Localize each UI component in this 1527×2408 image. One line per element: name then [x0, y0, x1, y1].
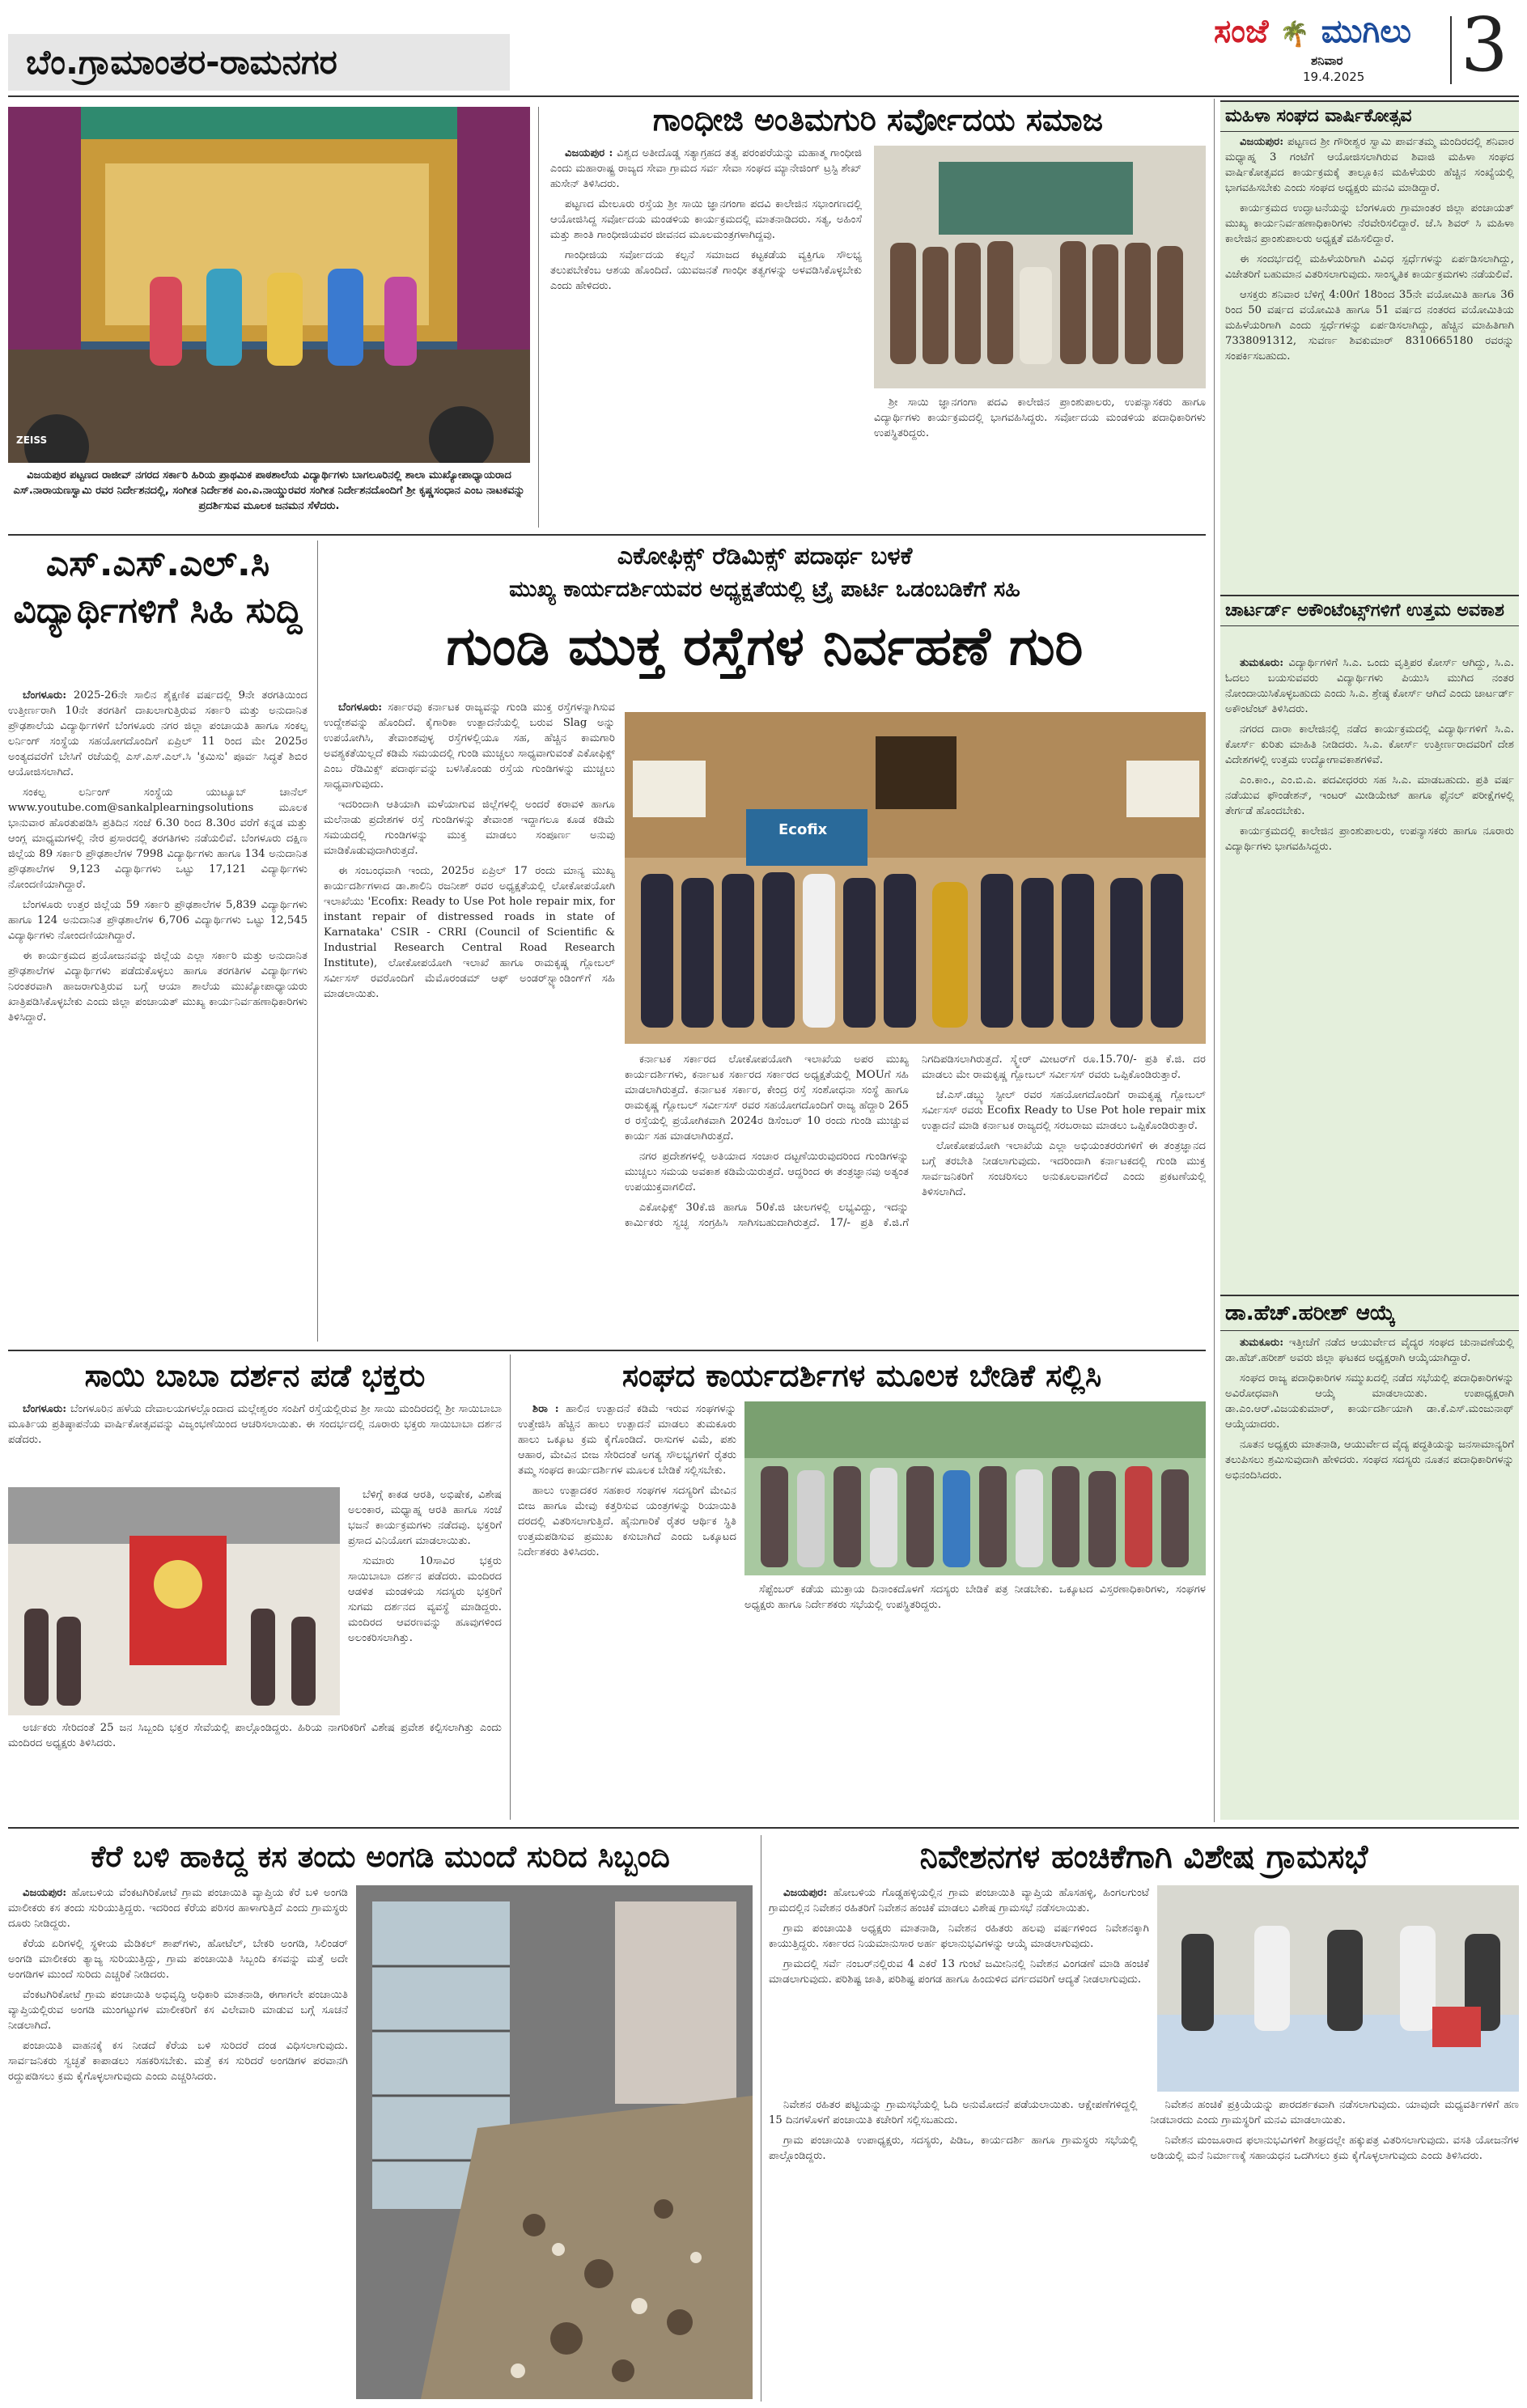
rule-bottom: [8, 1827, 1519, 1829]
header-rule: [8, 95, 1519, 97]
niveshana-body-bottom: [769, 2097, 1519, 2403]
mahila-para-3: ಈ ಸಂದರ್ಭದಲ್ಲಿ ಮಹಿಳೆಯರಿಗಾಗಿ ವಿವಿಧ ಸ್ಪರ್ಧೆಗಳನ್ನು ಏರ್ಪಡಿಸಲಾಗಿದ್ದು, ವಿಜೇತರಿಗೆ ಬಹುಮಾನ ವಿತರಿಸಲಾಗುವುದು. ಸಾಂಸ್ಕೃತಿಕ ಕಾರ್ಯಕ್ರಮಗಳು ನಡೆಯಲಿವೆ.: [1225, 253, 1514, 281]
sangha-headline: ಸಂಘದ ಕಾರ್ಯದರ್ಶಿಗಳ ಮೂಲಕ ಬೇಡಿಕೆ ಸಲ್ಲಿಸಿ: [621, 1358, 1102, 1393]
issue-date: 19.4.2025: [1303, 70, 1365, 84]
sslc-para-4: ಈ ಕಾರ್ಯಕ್ರಮದ ಪ್ರಯೋಜನವನ್ನು ಜಿಲ್ಲೆಯ ಎಲ್ಲಾ ಸರ್ಕಾರಿ ಮತ್ತು ಅನುದಾನಿತ ಪ್ರೌಢಶಾಲೆಗಳ ವಿದ್ಯಾರ್ಥಿಗಳು ಪಡೆದುಕೊಳ್ಳಲು ಹಾಗೂ ತರಗತಿಗಳ ವಿದ್ಯಾರ್ಥಿಗಳು ನಿರಂತರವಾಗಿ ಹಾಜರಾಗುತ್ತಿರುವ ಬಗ್ಗೆ ಆಯಾ ಶಾಲೆಯ ಮುಖ್ಯೋಪಾಧ್ಯಾಯರು ಖಾತ್ರಿಪಡಿಸಿಕೊಳ್ಳಬೇಕು ಎಂದು ಜಿಲ್ಲಾ ಪಂಚಾಯತ್ ಮುಖ್ಯ ಕಾರ್ಯನಿರ್ವಹಣಾಧಿಕಾರಿಗಳು ತಿಳಿಸಿದ್ದಾರೆ.: [8, 950, 308, 1024]
saibaba-para-2: ಬೆಳಿಗ್ಗೆ ಕಾಕಡ ಆರತಿ, ಅಭಿಷೇಕ, ವಿಶೇಷ ಅಲಂಕಾರ, ಮಧ್ಯಾಹ್ನ ಆರತಿ ಹಾಗೂ ಸಂಜೆ ಭಜನೆ ಕಾರ್ಯಕ್ರಮಗಳು ನಡೆದವು. ಭಕ್ತರಿಗೆ ಪ್ರಸಾದ ವಿನಿಯೋಗ ಮಾಡಲಾಯಿತು.: [348, 1489, 502, 1547]
sangha-para-3: ಸೆಪ್ಟೆಂಬರ್ ಕಡೆಯ ಮುಕ್ತಾಯ ದಿನಾಂಕದೊಳಗೆ ಸದಸ್ಯರು ಬೇಡಿಕೆ ಪತ್ರ ನೀಡಬೇಕು. ಒಕ್ಕೂಟದ ವಿಸ್ತರಣಾಧಿಕಾರಿಗಳು, ಸಂಘಗಳ ಅಧ್ಯಕ್ಷರು ಹಾಗೂ ನಿರ್ದೇಶಕರು ಸಭೆಯಲ್ಲಿ ಉಪಸ್ಥಿತರಿದ್ದರು.: [744, 1583, 1206, 1611]
mahila-para-1: ಪಟ್ಟಣದ ಶ್ರೀ ಗೌರೀಶ್ವರ ಸ್ವಾಮಿ ಪಾರ್ವತಮ್ಮ ಮಂದಿರದಲ್ಲಿ ಶನಿವಾರ ಮಧ್ಯಾಹ್ನ 3 ಗಂಟೆಗೆ ಆಯೋಜಿಸಲಾಗಿರುವ ಶಿವಾಜಿ ಮಹಿಳಾ ಸಂಘದ ವಾರ್ಷಿಕೋತ್ಸವದ ಕಾರ್ಯಕ್ರಮಕ್ಕೆ ತಾಲ್ಲೂಕಿನ ಮಹಿಳೆಯರು ಹೆಚ್ಚಿನ ಸಂಖ್ಯೆಯಲ್ಲಿ ಭಾಗವಹಿಸಬೇಕು ಎಂದು ಸಂಘದ ಅಧ್ಯಕ್ಷರು ಮನವಿ ಮಾಡಿದ್ದಾರೆ.: [1225, 136, 1514, 194]
roads-dateline: ಬೆಂಗಳೂರು:: [338, 702, 383, 714]
chartered-para-4: ಕಾರ್ಯಕ್ರಮದಲ್ಲಿ ಕಾಲೇಜಿನ ಪ್ರಾಂಶುಪಾಲರು, ಉಪನ್ಯಾಸಕರು ಹಾಗೂ ನೂರಾರು ವಿದ್ಯಾರ್ಥಿಗಳು ಭಾಗವಹಿಸಿದ್ದರು.: [1225, 825, 1514, 853]
roads-kicker-2: ಮುಖ್ಯ ಕಾರ್ಯದರ್ಶಿಯವರ ಅಧ್ಯಕ್ಷತೆಯಲ್ಲಿ ಟ್ರೈ ಪಾರ್ಟಿ ಒಡಂಬಡಿಕೆಗೆ ಸಹಿ: [509, 577, 1020, 602]
col-divider-3: [317, 541, 318, 1342]
niveshana-para-2: ಗ್ರಾಮ ಪಂಚಾಯಿತಿ ಅಧ್ಯಕ್ಷರು ಮಾತನಾಡಿ, ನಿವೇಶನ ರಹಿತರು ಹಲವು ವರ್ಷಗಳಿಂದ ನಿವೇಶನಕ್ಕಾಗಿ ಕಾಯುತ್ತಿದ್ದರು. ಸರ್ಕಾರದ ನಿಯಮಾನುಸಾರ ಅರ್ಹ ಫಲಾನುಭವಿಗಳನ್ನು ಆಯ್ಕೆ ಮಾಡಲಾಗುವುದು.: [769, 1923, 1149, 1950]
paper-name-part-1: ಸಂಜೆ: [1214, 13, 1269, 50]
saibaba-body-right: [348, 1487, 502, 1715]
roads-mou-illustration: [625, 712, 1206, 1044]
chartered-dateline: ತುಮಕೂರು:: [1240, 657, 1284, 669]
masthead: [1214, 11, 1449, 84]
roads-para-8: ಲೋಕೋಪಯೋಗಿ ಇಲಾಖೆಯ ಎಲ್ಲಾ ಅಭಿಯಂತರರುಗಳಿಗೆ ಈ ತಂತ್ರಜ್ಞಾನದ ಬಗ್ಗೆ ತರಬೇತಿ ನೀಡಲಾಗುವುದು. ಇದರಿಂದಾಗಿ ಕರ್ನಾಟಕದಲ್ಲಿ ಗುಂಡಿ ಮುಕ್ತ ಸಾರ್ವಜನಿಕರಿಗೆ ಸಂಚರಿಸಲು ಅನುಕೂಲವಾಗಲಿದೆ ಎಂದು ಪ್ರಕಟಣೆಯಲ್ಲಿ ತಿಳಿಸಲಾಗಿದೆ.: [922, 1140, 1206, 1198]
gandhi-body-right: [874, 395, 1206, 526]
roads-body-left: [324, 700, 615, 1343]
saibaba-para-1: ಬೆಂಗಳೂರಿನ ಹಳೆಯ ದೇವಾಲಯಗಳಲ್ಲೊಂದಾದ ಮಲ್ಲೇಶ್ವರಂ ಸಂಪಿಗೆ ರಸ್ತೆಯಲ್ಲಿರುವ ಶ್ರೀ ಸಾಯಿ ಮಂದಿರದಲ್ಲಿ ಶ್ರೀ ಸಾಯಿಬಾಬಾ ಮೂರ್ತಿಯ ಪ್ರತಿಷ್ಠಾಪನೆಯ ವಾರ್ಷಿಕೋತ್ಸವವನ್ನು ವಿಜೃಂಭಣೆಯಿಂದ ಆಚರಿಸಲಾಯಿತು. ಈ ಸಂದರ್ಭದಲ್ಲಿ ನೂರಾರು ಭಕ್ತರು ಸಾಯಿಬಾಬಾ ದರ್ಶನ ಪಡೆದರು.: [8, 1403, 502, 1446]
harish-dateline: ತುಮಕೂರು:: [1240, 1337, 1284, 1349]
harish-para-1: ಇತ್ತೀಚೆಗೆ ನಡೆದ ಆಯುರ್ವೇದ ವೈದ್ಯರ ಸಂಘದ ಚುನಾವಣೆಯಲ್ಲಿ ಡಾ.ಹೆಚ್.ಹರೀಶ್ ಅವರು ಜಿಲ್ಲಾ ಘಟಕದ ಅಧ್ಯಕ್ಷರಾಗಿ ಆಯ್ಕೆಯಾಗಿದ್ದಾರೆ.: [1225, 1337, 1514, 1364]
harish-para-2: ಸಂಘದ ರಾಜ್ಯ ಪದಾಧಿಕಾರಿಗಳ ಸಮ್ಮುಖದಲ್ಲಿ ನಡೆದ ಸಭೆಯಲ್ಲಿ ಪದಾಧಿಕಾರಿಗಳನ್ನು ಅವಿರೋಧವಾಗಿ ಆಯ್ಕೆ ಮಾಡಲಾಯಿತು. ಉಪಾಧ್ಯಕ್ಷರಾಗಿ ಡಾ.ಎಂ.ಆರ್.ವಿಜಯಕುಮಾರ್, ಕಾರ್ಯದರ್ಶಿಯಾಗಿ ಡಾ.ಕೆ.ಎಸ್.ಮಂಜುನಾಥ್ ಆಯ್ಕೆಯಾದರು.: [1225, 1372, 1514, 1431]
sslc-para-1: 2025-26ನೇ ಸಾಲಿನ ಶೈಕ್ಷಣಿಕ ವರ್ಷದಲ್ಲಿ 9ನೇ ತರಗತಿಯಿಂದ ಉತ್ತೀರ್ಣರಾಗಿ 10ನೇ ತರಗತಿಗೆ ದಾಖಲಾಗುತ್ತಿರುವ ಸರ್ಕಾರಿ ಮತ್ತು ಅನುದಾನಿತ ಪ್ರೌಢಶಾಲೆಯ ವಿದ್ಯಾರ್ಥಿಗಳಿಗೆ ಬೆಂಗಳೂರು ನಗರ ಜಿಲ್ಲಾ ಪಂಚಾಯತಿ ಹಾಗೂ ಸಂಕಲ್ಪ ಲರ್ನಿಂಗ್ ಸಂಸ್ಥೆಯ ಸಹಯೋಗದೊಂದಿಗೆ ಏಪ್ರಿಲ್ 11 ರಿಂದ ಮೇ 2025ರ ಅಂತ್ಯದವರೆಗೆ ಬೇಸಿಗೆ ರಜೆಯಲ್ಲಿ ಎಸ್.ಎಸ್.ಎಲ್.ಸಿ 'ಕ್ರಮಿಸು' ಪೂರ್ವ ಸಿದ್ಧತೆ ಶಿಬಿರ ಆಯೋಜಿಸಲಾಗಿದೆ.: [8, 689, 308, 778]
niveshana-meeting-photo: [1157, 1885, 1519, 2092]
gandhi-para-2: ಪಟ್ಟಣದ ಮೇಲೂರು ರಸ್ತೆಯ ಶ್ರೀ ಸಾಯಿ ಜ್ಞಾನಗಂಗಾ ಪದವಿ ಕಾಲೇಜಿನ ಸಭಾಂಗಣದಲ್ಲಿ ಆಯೋಜಿಸಿದ್ದ ಸರ್ವೋದಯ ಮಂಡಳಿಯ ಕಾರ್ಯಕ್ರಮದಲ್ಲಿ ಮಾತನಾಡಿದರು. ಸತ್ಯ, ಅಹಿಂಸೆ ಮತ್ತು ಶಾಂತಿ ಗಾಂಧೀಜಿಯವರ ಜೀವನದ ಮೂಲಮಂತ್ರಗಳಾಗಿದ್ದವು.: [550, 198, 862, 241]
chartered-body: [1225, 655, 1514, 1287]
kere-body: [8, 1885, 348, 2403]
mahila-title: ಮಹಿಳಾ ಸಂಘದ ವಾರ್ಷಿಕೋತ್ಸವ: [1220, 100, 1519, 132]
saibaba-body-bottom: [8, 1720, 502, 1817]
sslc-dateline: ಬೆಂಗಳೂರು:: [23, 689, 67, 702]
kere-headline: ಕೆರೆ ಬಳಿ ಹಾಕಿದ್ದ ಕಸ ತಂದು ಅಂಗಡಿ ಮುಂದೆ ಸುರಿದ ಸಿಬ್ಬಂದಿ: [91, 1839, 670, 1874]
mahila-dateline: ವಿಜಯಪುರ:: [1240, 136, 1284, 148]
drama-stage-illustration: [8, 107, 530, 463]
roads-para-6: ಎಕೋಫಿಕ್ಸ್ 30ಕೆ.ಜಿ ಹಾಗೂ 50ಕೆ.ಜಿ ಚೀಲಗಳಲ್ಲಿ ಲಭ್ಯವಿದ್ದು, ಇದನ್ನು ಕಾರ್ಮಿಕರು ಸ್ವಚ್ಛ ಸಂಗ್ರಹಿಸಿ ಸಾಗಿಸಬಹುದಾಗಿರುತ್ತದೆ. 17/- ಪ್ರತಿ ಕೆ.ಜಿ.ಗೆ ನಿಗದಿಪಡಿಸಲಾಗಿರುತ್ತದೆ. ಸ್ಕ್ವೇರ್ ಮೀಟರ್‌ಗೆ ರೂ.15.70/- ಪ್ರತಿ ಕೆ.ಜಿ. ದರ ಮಾಡಲು ಮೇ ರಾಮಕೃಷ್ಣ ಗ್ಲೋಬಲ್ ಸರ್ವೀಸಸ್ ರವರು ಒಪ್ಪಿಕೊಂಡಿರುತ್ತಾರೆ.: [625, 1054, 1206, 1229]
niveshana-meeting-illustration: [1157, 1885, 1519, 2092]
roads-para-1: ಸರ್ಕಾರವು ಕರ್ನಾಟಕ ರಾಜ್ಯವನ್ನು ಗುಂಡಿ ಮುಕ್ತ ರಸ್ತೆಗಳನ್ನಾಗಿಸುವ ಉದ್ದೇಶವನ್ನು ಹೊಂದಿದೆ. ಕೈಗಾರಿಕಾ ಉತ್ಪಾದನೆಯಲ್ಲಿ ಬರುವ Slag ಅನ್ನು ಉಪಯೋಗಿಸಿ, ತೇವಾಂಶವುಳ್ಳ ರಸ್ತೆಗಳಲ್ಲಿಯೂ ಸಹ, ಹೆಚ್ಚಿನ ಕಾಮಗಾರಿ ಅವಶ್ಯಕತೆಯಿಲ್ಲದೆ ಕಡಿಮೆ ಸಮಯದಲ್ಲಿ ಗುಂಡಿ ಮುಚ್ಚಲು ಸಾಧ್ಯವಾಗುವಂತೆ ಎಕೋಫಿಕ್ಸ್ ಎಂಬ ರೆಡಿಮಿಕ್ಸ್ ಪದಾರ್ಥವನ್ನು ಬಳಸಿಕೊಂಡು ರಸ್ತೆಯ ಗುಂಡಿಗಳನ್ನು ಮುಚ್ಚಲು ಸಾಧ್ಯವಾಗುವುದು.: [324, 702, 615, 791]
harish-para-3: ನೂತನ ಅಧ್ಯಕ್ಷರು ಮಾತನಾಡಿ, ಆಯುರ್ವೇದ ವೈದ್ಯ ಪದ್ಧತಿಯನ್ನು ಜನಸಾಮಾನ್ಯರಿಗೆ ತಲುಪಿಸಲು ಶ್ರಮಿಸುವುದಾಗಿ ಹೇಳಿದರು. ಸಂಘದ ಸದಸ್ಯರು ನೂತನ ಪದಾಧಿಕಾರಿಗಳನ್ನು ಅಭಿನಂದಿಸಿದರು.: [1225, 1439, 1514, 1482]
page-number-divider: [1450, 16, 1452, 84]
camera-watermark: ZEISS: [16, 435, 48, 446]
niveshana-dateline: ವಿಜಯಪುರ:: [783, 1887, 828, 1899]
gandhi-dateline: ವಿಜಯಪುರ :: [565, 147, 613, 159]
saibaba-headline: ಸಾಯಿ ಬಾಬಾ ದರ್ಶನ ಪಡೆ ಭಕ್ತರು: [84, 1358, 426, 1393]
chartered-para-2: ನಗರದ ದಾರಾ ಕಾಲೇಜಿನಲ್ಲಿ ನಡೆದ ಕಾರ್ಯಕ್ರಮದಲ್ಲಿ ವಿದ್ಯಾರ್ಥಿಗಳಿಗೆ ಸಿ.ಎ. ಕೋರ್ಸ್ ಕುರಿತು ಮಾಹಿತಿ ನೀಡಿದರು. ಸಿ.ಎ. ಕೋರ್ಸ್ ಉತ್ತೀರ್ಣರಾದವರಿಗೆ ದೇಶ ವಿದೇಶಗಳಲ್ಲಿ ಉತ್ತಮ ಉದ್ಯೋಗಾವಕಾಶಗಳಿವೆ.: [1225, 723, 1514, 766]
paper-name: [1214, 11, 1449, 52]
ecofix-banner-text: Ecofix: [778, 821, 828, 838]
drama-caption: ವಿಜಯಪುರ ಪಟ್ಟಣದ ರಾಜೀವ್ ನಗರದ ಸರ್ಕಾರಿ ಹಿರಿಯ ಪ್ರಾಥಮಿಕ ಪಾಠಶಾಲೆಯ ವಿದ್ಯಾರ್ಥಿಗಳು ಬಾಗಲೂರಿನಲ್ಲಿ ಶಾಲಾ ಮುಖ್ಯೋಪಾಧ್ಯಾಯರಾದ ಎಸ್.ನಾರಾಯಣಸ್ವಾಮಿ ರವರ ನಿರ್ದೇಶನದಲ್ಲಿ, ಸಂಗೀತ ನಿರ್ದೇಶಕ ಎಂ.ಎ.ನಾಯ್ಡುರವರ ಸಂಗೀತ ನಿರ್ದೇಶನದೊಂದಿಗೆ ಶ್ರೀ ಕೃಷ್ಣಸಂಧಾನ ಎಂಬ ನಾಟಕವನ್ನು ಪ್ರದರ್ಶಿಸುವ ಮೂಲಕ ಜನಮನ ಸೆಳೆದರು.: [13, 469, 525, 512]
drama-photo: [8, 107, 530, 463]
roads-para-4: ಕರ್ನಾಟಕ ಸರ್ಕಾರದ ಲೋಕೋಪಯೋಗಿ ಇಲಾಖೆಯ ಅಪರ ಮುಖ್ಯ ಕಾರ್ಯದರ್ಶಿಗಳು, ಕರ್ನಾಟಕ ಸರ್ಕಾರದ ಸರ್ಕಾರದ ಅಧ್ಯಕ್ಷತೆಯಲ್ಲಿ MOUಗೆ ಸಹಿ ಮಾಡಲಾಗಿರುತ್ತದೆ. ಕರ್ನಾಟಕ ಸರ್ಕಾರ, ಕೇಂದ್ರ ರಸ್ತೆ ಸಂಶೋಧನಾ ಸಂಸ್ಥೆ ಹಾಗೂ ರಾಮಕೃಷ್ಣ ಗ್ಲೋಬಲ್ ಸರ್ವೀಸಸ್ ರವರ ಸಹಯೋಗದೊಂದಿಗೆ ರಾಜ್ಯ ಹೆದ್ದಾರಿ 265 ರ ರಸ್ತೆಯಲ್ಲಿ ಪ್ರಯೋಗಿಕವಾಗಿ 2024ರ ಡಿಸೆಂಬರ್ 10 ರಂದು ಗುಂಡಿ ಮುಚ್ಚುವ ಕಾರ್ಯ ಸಹ ಮಾಡಲಾಗಿರುತ್ತದೆ.: [625, 1054, 909, 1143]
niveshana-body-top: [769, 1885, 1149, 2088]
roads-para-3: ಈ ಸಂಬಂಧವಾಗಿ ಇಂದು, 2025ರ ಏಪ್ರಿಲ್ 17 ರಂದು ಮಾನ್ಯ ಮುಖ್ಯ ಕಾರ್ಯದರ್ಶಿಗಳಾದ ಡಾ.ಶಾಲಿನಿ ರಜನೀಶ್ ರವರ ಅಧ್ಯಕ್ಷತೆಯಲ್ಲಿ ಲೋಕೋಪಯೋಗಿ ಇಲಾಖೆಯು 'Ecofix: Ready to Use Pot hole repair mix, for instant repair of distressed roads in state of Karnataka' CSIR - CRRI (Council of Scientific & Industrial Research Central Road Research Institute), ಲೋಕೋಪಯೋಗಿ ಇಲಾಖೆ ಹಾಗೂ ರಾಮಕೃಷ್ಣ ಗ್ಲೋಬಲ್ ಸರ್ವೀಸಸ್ ರವರೊಂದಿಗೆ ಮೆಮೊರಂಡಮ್ ಆಫ್ ಅಂಡರ್‌ಸ್ಟ್ಯಾಂಡಿಂಗ್‌ಗೆ ಸಹಿ ಮಾಡಲಾಯಿತು.: [324, 865, 615, 1000]
niveshana-para-7: ನಿವೇಶನ ಮಂಜೂರಾದ ಫಲಾನುಭವಿಗಳಿಗೆ ಶೀಘ್ರದಲ್ಲೇ ಹಕ್ಕುಪತ್ರ ವಿತರಿಸಲಾಗುವುದು. ವಸತಿ ಯೋಜನೆಗಳ ಅಡಿಯಲ್ಲಿ ಮನೆ ನಿರ್ಮಾಣಕ್ಕೆ ಸಹಾಯಧನ ಒದಗಿಸಲು ಕ್ರಮ ಕೈಗೊಳ್ಳಲಾಗುವುದು ಎಂದು ತಿಳಿಸಿದರು.: [1150, 2135, 1519, 2162]
saibaba-intro: [8, 1401, 502, 1482]
sangha-dateline: ಶಿರಾ :: [532, 1403, 559, 1415]
roads-kicker-1: ಎಕೋಫಿಕ್ಸ್ ರೆಡಿಮಿಕ್ಸ್ ಪದಾರ್ಥ ಬಳಕೆ: [617, 542, 913, 570]
gandhi-para-1: ವಿಶ್ವದ ಅತೀದೊಡ್ಡ ಸತ್ಯಾಗ್ರಹದ ತತ್ವ ಪರಂಪರೆಯನ್ನು ಮಹಾತ್ಮ ಗಾಂಧೀಜಿ ಎಂದು ಮಹಾರಾಷ್ಟ್ರ ರಾಜ್ಯದ ಸೇವಾ ಗ್ರಾಮದ ಸರ್ವ ಸೇವಾ ಸಂಘದ ಮ್ಯಾನೇಜಿಂಗ್ ಟ್ರಸ್ಟಿ ಶೇಖ್ ಹುಸೇನ್ ತಿಳಿಸಿದರು.: [550, 147, 862, 190]
palm-icon: 🌴: [1279, 20, 1310, 49]
sangha-body-left: [518, 1401, 736, 1818]
mahila-para-2: ಕಾರ್ಯಕ್ರಮದ ಉದ್ಘಾಟನೆಯನ್ನು ಬೆಂಗಳೂರು ಗ್ರಾಮಾಂತರ ಜಿಲ್ಲಾ ಪಂಚಾಯತ್ ಮುಖ್ಯ ಕಾರ್ಯನಿರ್ವಹಣಾಧಿಕಾರಿಗಳು ನೆರವೇರಿಸಲಿದ್ದಾರೆ. ಜೆ.ಸಿ ಶಿವರ್ ಸಿ ಮಹಿಳಾ ಕಾಲೇಜಿನ ಪ್ರಾಂಶುಪಾಲರು ಅಧ್ಯಕ್ಷತೆ ವಹಿಸಲಿದ್ದಾರೆ.: [1225, 202, 1514, 245]
niveshana-para-4: ನಿವೇಶನ ರಹಿತರ ಪಟ್ಟಿಯನ್ನು ಗ್ರಾಮಸಭೆಯಲ್ಲಿ ಓದಿ ಅನುಮೋದನೆ ಪಡೆಯಲಾಯಿತು. ಆಕ್ಷೇಪಣೆಗಳಿದ್ದಲ್ಲಿ 15 ದಿನಗಳೊಳಗೆ ಪಂಚಾಯಿತಿ ಕಚೇರಿಗೆ ಸಲ್ಲಿಸಬಹುದು.: [769, 2099, 1138, 2126]
gandhi-headline: ಗಾಂಧೀಜಿ ಅಂತಿಮಗುರಿ ಸರ್ವೋದಯ ಸಮಾಜ: [652, 102, 1104, 138]
sangha-para-1: ಹಾಲಿನ ಉತ್ಪಾದನೆ ಕಡಿಮೆ ಇರುವ ಸಂಘಗಳನ್ನು ಉತ್ತೇಜಿಸಿ ಹೆಚ್ಚಿನ ಹಾಲು ಉತ್ಪಾದನೆ ಮಾಡಲು ತುಮಕೂರು ಹಾಲು ಒಕ್ಕೂಟ ಕ್ರಮ ಕೈಗೊಂಡಿದೆ. ರಾಸುಗಳ ವಿಮೆ, ಪಶು ಆಹಾರ, ಮೇವಿನ ಬೀಜ ಸೇರಿದಂತೆ ಅಗತ್ಯ ಸೌಲಭ್ಯಗಳಿಗೆ ರೈತರು ತಮ್ಮ ಸಂಘದ ಕಾರ್ಯದರ್ಶಿಗಳ ಮೂಲಕ ಬೇಡಿಕೆ ಸಲ್ಲಿಸಬೇಕು.: [518, 1403, 736, 1477]
kere-para-4: ಪಂಚಾಯಿತಿ ವಾಹನಕ್ಕೆ ಕಸ ನೀಡದೆ ಕೆರೆಯ ಬಳಿ ಸುರಿದರೆ ದಂಡ ವಿಧಿಸಲಾಗುವುದು. ಸಾರ್ವಜನಿಕರು ಸ್ವಚ್ಛತೆ ಕಾಪಾಡಲು ಸಹಕರಿಸಬೇಕು. ಮತ್ತೆ ಕಸ ಸುರಿದರೆ ಅಂಗಡಿಗಳ ಪರವಾನಗಿ ರದ್ದುಪಡಿಸಲು ಕ್ರಮ ಕೈಗೊಳ್ಳಲಾಗುವುದು ಎಂದು ಎಚ್ಚರಿಸಿದರು.: [8, 2040, 348, 2083]
col-divider-1: [538, 107, 539, 528]
kere-para-3: ವೆಂಕಟಗಿರಿಕೋಟೆ ಗ್ರಾಮ ಪಂಚಾಯಿತಿ ಅಭಿವೃದ್ಧಿ ಅಧಿಕಾರಿ ಮಾತನಾಡಿ, ಈಗಾಗಲೇ ಪಂಚಾಯಿತಿ ವ್ಯಾಪ್ತಿಯಲ್ಲಿರುವ ಅಂಗಡಿ ಮುಂಗಟ್ಟುಗಳ ಮಾಲೀಕರಿಗೆ ಕಸ ವಿಲೇವಾರಿ ಮಾಡುವ ಬಗ್ಗೆ ಸೂಚನೆ ನೀಡಲಾಗಿದೆ.: [8, 1989, 348, 2032]
kere-para-1: ಹೋಬಳಿಯ ವೆಂಕಟಗಿರಿಕೋಟೆ ಗ್ರಾಮ ಪಂಚಾಯಿತಿ ವ್ಯಾಪ್ತಿಯ ಕೆರೆ ಬಳಿ ಅಂಗಡಿ ಮಾಲೀಕರು ಕಸ ತಂದು ಸುರಿಯುತ್ತಿದ್ದರು. ಇದರಿಂದ ಕೆರೆಯ ಪರಿಸರ ಹಾಳಾಗುತ್ತಿದೆ ಎಂದು ಗ್ರಾಮಸ್ಥರು ದೂರು ನೀಡಿದ್ದರು.: [8, 1887, 348, 1930]
paper-name-part-2: ಮುಗಿಲು: [1321, 13, 1411, 50]
sangha-para-2: ಹಾಲು ಉತ್ಪಾದಕರ ಸಹಕಾರ ಸಂಘಗಳ ಸದಸ್ಯರಿಗೆ ಮೇವಿನ ಬೀಜ ಹಾಗೂ ಮೇವು ಕತ್ತರಿಸುವ ಯಂತ್ರಗಳನ್ನು ರಿಯಾಯಿತಿ ದರದಲ್ಲಿ ವಿತರಿಸಲಾಗುತ್ತಿದೆ. ಹೈನುಗಾರಿಕೆ ರೈತರ ಆರ್ಥಿಕ ಸ್ಥಿತಿ ಉತ್ತಮಪಡಿಸುವ ಪ್ರಮುಖ ಕಸುಬಾಗಿದೆ ಎಂದು ಒಕ್ಕೂಟದ ನಿರ್ದೇಶಕರು ತಿಳಿಸಿದರು.: [518, 1485, 736, 1558]
sslc-para-2: ಸಂಕಲ್ಪ ಲರ್ನಿಂಗ್ ಸಂಸ್ಥೆಯ ಯುಟ್ಯೂಬ್ ಚಾನೆಲ್ www.youtube.com@sankalplearningsolutions ಮೂಲಕ ಭಾನುವಾರ ಹೊರತುಪಡಿಸಿ ಪ್ರತಿದಿನ ಸಂಜೆ 6.30 ರಿಂದ 8.30ರ ವರೆಗೆ ಕನ್ನಡ ಮತ್ತು ಆಂಗ್ಲ ಮಾಧ್ಯಮಗಳಲ್ಲಿ ನೇರ ಪ್ರಸಾರದಲ್ಲಿ ತರಗತಿಗಳು ನಡೆಯಲಿವೆ. ಬೆಂಗಳೂರು ದಕ್ಷಿಣ ಜಿಲ್ಲೆಯ 89 ಸರ್ಕಾರಿ ಪ್ರೌಢಶಾಲೆಗಳ 7998 ವಿದ್ಯಾರ್ಥಿಗಳು ಹಾಗೂ 134 ಅನುದಾನಿತ ಪ್ರೌಢಶಾಲೆಗಳ 9,123 ವಿದ್ಯಾರ್ಥಿಗಳು ಒಟ್ಟು 17,121 ವಿದ್ಯಾರ್ಥಿಗಳು ನೋಂದಣಿಯಾಗಿದ್ದಾರೆ.: [8, 786, 308, 891]
niveshana-para-6: ನಿವೇಶನ ಹಂಚಿಕೆ ಪ್ರಕ್ರಿಯೆಯನ್ನು ಪಾರದರ್ಶಕವಾಗಿ ನಡೆಸಲಾಗುವುದು. ಯಾವುದೇ ಮಧ್ಯವರ್ತಿಗಳಿಗೆ ಹಣ ನೀಡಬಾರದು ಎಂದು ಗ್ರಾಮಸ್ಥರಿಗೆ ಮನವಿ ಮಾಡಲಾಯಿತು.: [1150, 2099, 1519, 2126]
roads-para-5: ನಗರ ಪ್ರದೇಶಗಳಲ್ಲಿ ಅತಿಯಾದ ಸಂಚಾರ ದಟ್ಟಣೆಯಿರುವುದರಿಂದ ಗುಂಡಿಗಳನ್ನು ಮುಚ್ಚಲು ಸಮಯ ಅವಕಾಶ ಕಡಿಮೆಯಿರುತ್ತದೆ. ಆದ್ದರಿಂದ ಈ ತಂತ್ರಜ್ಞಾನವು ಅತ್ಯಂತ ಉಪಯುಕ್ತವಾಗಲಿದೆ.: [625, 1151, 909, 1193]
gandhi-para-3: ಗಾಂಧೀಜಿಯ ಸರ್ವೋದಯ ಕಲ್ಪನೆ ಸಮಾಜದ ಕಟ್ಟಕಡೆಯ ವ್ಯಕ್ತಿಗೂ ಸೌಲಭ್ಯ ತಲುಪಬೇಕೆಂಬ ಆಶಯ ಹೊಂದಿದೆ. ಯುವಜನತೆ ಗಾಂಧೀ ತತ್ವಗಳನ್ನು ಅಳವಡಿಸಿಕೊಳ್ಳಬೇಕು ಎಂದು ಹೇಳಿದರು.: [550, 249, 862, 292]
harish-title: ಡಾ.ಹೆಚ್.ಹರೀಶ್ ಆಯ್ಕೆ: [1220, 1295, 1519, 1331]
saibaba-temple-illustration: [8, 1487, 340, 1715]
roads-headline: ಗುಂಡಿ ಮುಕ್ತ ರಸ್ತೆಗಳ ನಿರ್ವಹಣೆ ಗುರಿ: [446, 615, 1084, 677]
page-number: 3: [1461, 2, 1508, 88]
sangha-group-photo: [744, 1401, 1206, 1575]
chartered-para-3: ಎಂ.ಕಾಂ., ಎಂ.ಬಿ.ಎ. ಪದವೀಧರರು ಸಹ ಸಿ.ಎ. ಮಾಡಬಹುದು. ಪ್ರತಿ ವರ್ಷ ನಡೆಯುವ ಫೌಂಡೇಶನ್, ಇಂಟರ್ ಮೀಡಿಯೇಟ್ ಹಾಗೂ ಫೈನಲ್ ಪರೀಕ್ಷೆಗಳಲ್ಲಿ ತೇರ್ಗಡೆ ಹೊಂದಬೇಕು.: [1225, 774, 1514, 817]
gandhi-group-photo: [874, 146, 1206, 388]
rule-mid: [8, 1350, 1206, 1351]
mahila-para-4: ಆಸಕ್ತರು ಶನಿವಾರ ಬೆಳಿಗ್ಗೆ 4:00ಗೆ 18ರಿಂದ 35ನೇ ವಯೋಮಿತಿ ಹಾಗೂ 36 ರಿಂದ 50 ವರ್ಷದ ವಯೋಮಿತಿ ಹಾಗೂ 51 ವರ್ಷದ ನಂತರದ ವಯೋಮಿತಿಯ ಮಹಿಳೆಯರಿಗಾಗಿ ಎಂದು ಸ್ಪರ್ಧೆಗಳನ್ನು ಏರ್ಪಡಿಸಲಾಗಿದ್ದು, ಹೆಚ್ಚಿನ ಮಾಹಿತಿಗಾಗಿ 7338091312, ಸುವರ್ಣ ಶಿವಕುಮಾರ್ 8310665180 ರವರನ್ನು ಸಂಪರ್ಕಿಸಬಹುದು.: [1225, 289, 1514, 362]
kere-para-2: ಕೆರೆಯ ಏರಿಗಳಲ್ಲಿ ಸ್ಥಳೀಯ ಮೆಡಿಕಲ್ ಶಾಪ್‌ಗಳು, ಹೋಟೆಲ್, ಬೇಕರಿ ಅಂಗಡಿ, ಸಿಲಿಂಡರ್ ಅಂಗಡಿ ಮಾಲೀಕರು ತ್ಯಾಜ್ಯ ಸುರಿಯುತ್ತಿದ್ದು, ಗ್ರಾಮ ಪಂಚಾಯಿತಿ ಸಿಬ್ಬಂದಿ ಕಸವನ್ನು ಮತ್ತೆ ಅದೇ ಅಂಗಡಿಗಳ ಮುಂದೆ ಸುರಿದು ಎಚ್ಚರಿಕೆ ನೀಡಿದರು.: [8, 1938, 348, 1981]
niveshana-para-5: ಗ್ರಾಮ ಪಂಚಾಯಿತಿ ಉಪಾಧ್ಯಕ್ಷರು, ಸದಸ್ಯರು, ಪಿಡಿಒ, ಕಾರ್ಯದರ್ಶಿ ಹಾಗೂ ಗ್ರಾಮಸ್ಥರು ಸಭೆಯಲ್ಲಿ ಪಾಲ್ಗೊಂಡಿದ್ದರು.: [769, 2135, 1138, 2162]
saibaba-para-3: ಸುಮಾರು 10ಸಾವಿರ ಭಕ್ತರು ಸಾಯಿಬಾಬಾ ದರ್ಶನ ಪಡೆದರು. ಮಂದಿರದ ಆಡಳಿತ ಮಂಡಳಿಯ ಸದಸ್ಯರು ಭಕ್ತರಿಗೆ ಸುಗಮ ದರ್ಶನದ ವ್ಯವಸ್ಥೆ ಮಾಡಿದ್ದರು. ಮಂದಿರದ ಆವರಣವನ್ನು ಹೂವುಗಳಿಂದ ಅಲಂಕರಿಸಲಾಗಿತ್ತು.: [348, 1555, 502, 1644]
kere-garbage-illustration: [356, 1885, 753, 2399]
section-banner: [8, 34, 510, 91]
gandhi-para-4: ಶ್ರೀ ಸಾಯಿ ಜ್ಞಾನಗಂಗಾ ಪದವಿ ಕಾಲೇಜಿನ ಪ್ರಾಂಶುಪಾಲರು, ಉಪನ್ಯಾಸಕರು ಹಾಗೂ ವಿದ್ಯಾರ್ಥಿಗಳು ಕಾರ್ಯಕ್ರಮದಲ್ಲಿ ಭಾಗವಹಿಸಿದ್ದರು. ಸರ್ವೋದಯ ಮಂಡಳಿಯ ಪದಾಧಿಕಾರಿಗಳು ಉಪಸ್ಥಿತರಿದ್ದರು.: [874, 396, 1206, 439]
saibaba-para-4: ಅರ್ಚಕರು ಸೇರಿದಂತೆ 25 ಜನ ಸಿಬ್ಬಂದಿ ಭಕ್ತರ ಸೇವೆಯಲ್ಲಿ ಪಾಲ್ಗೊಂಡಿದ್ದರು. ಹಿರಿಯ ನಾಗರಿಕರಿಗೆ ವಿಶೇಷ ಪ್ರವೇಶ ಕಲ್ಪಿಸಲಾಗಿತ್ತು ಎಂದು ಮಂದಿರದ ಅಧ್ಯಕ್ಷರು ತಿಳಿಸಿದರು.: [8, 1722, 502, 1749]
saibaba-temple-photo: [8, 1487, 340, 1715]
roads-para-2: ಇದರಿಂದಾಗಿ ಆತಿಯಾಗಿ ಮಳೆಯಾಗುವ ಜಿಲ್ಲೆಗಳಲ್ಲಿ ಅಂದರೆ ಕರಾವಳಿ ಹಾಗೂ ಮಲೆನಾಡು ಪ್ರದೇಶಗಳ ರಸ್ತೆ ಗುಂಡಿಗಳನ್ನು ತೇವಾಂಶ ಇದ್ದಾಗಲೂ ಕೂಡ ಕಡಿಮೆ ಸಮಯದಲ್ಲಿ ಗುಂಡಿಗಳನ್ನು ಮುಕ್ತ ಮಾಡಲು ಸಂಪೂರ್ಣ ಅನುವು ಮಾಡಿಕೊಡುವುದಾಗಿರುತ್ತದೆ.: [324, 799, 615, 857]
sslc-body: [8, 688, 308, 1343]
col-divider-4: [510, 1354, 511, 1820]
roads-mou-photo: [625, 712, 1206, 1044]
niveshana-para-1: ಹೋಬಳಿಯ ಗೊಡ್ಡಹಳ್ಳಿಯಲ್ಲಿನ ಗ್ರಾಮ ಪಂಚಾಯಿತಿ ವ್ಯಾಪ್ತಿಯ ಹೊಸಹಳ್ಳಿ, ಹಿಂಗಲಗುಂಟೆ ಗ್ರಾಮದಲ್ಲಿನ ನಿವೇಶನ ರಹಿತರಿಗೆ ನಿವೇಶನ ಹಂಚಿಕೆ ಮಾಡಲು ವಿಶೇಷ ಗ್ರಾಮಸಭೆ ನಡೆಸಲಾಯಿತು.: [769, 1887, 1149, 1914]
gandhi-group-illustration: [874, 146, 1206, 388]
sslc-headline: ಎಸ್.ಎಸ್.ಎಲ್.ಸಿ ವಿದ್ಯಾರ್ಥಿಗಳಿಗೆ ಸಿಹಿ ಸುದ್ದಿ: [13, 543, 303, 631]
roads-para-7: ಜೆ.ಎಸ್.ಡಬ್ಲ್ಯು ಸ್ಟೀಲ್ ರವರ ಸಹಯೋಗದೊಂದಿಗೆ ರಾಮಕೃಷ್ಣ ಗ್ಲೋಬಲ್ ಸರ್ವೀಸಸ್ ರವರು Ecofix Ready to Use Pot hole repair mix ಉತ್ಪಾದನೆ ಮಾಡಿ ಕರ್ನಾಟಕ ರಾಜ್ಯದಲ್ಲಿ ಸರಬರಾಜು ಮಾಡಲು ಒಪ್ಪಿಕೊಂಡಿರುತ್ತಾರೆ.: [922, 1089, 1206, 1132]
roads-body-right: [625, 1052, 1206, 1343]
saibaba-dateline: ಬೆಂಗಳೂರು:: [23, 1403, 67, 1415]
col-divider-2: [1214, 99, 1215, 1822]
harish-body: [1225, 1335, 1514, 1817]
section-title: ಬೆಂ.ಗ್ರಾಮಾಂತರ-ರಾಮನಗರ: [26, 42, 337, 82]
chartered-title: ಚಾರ್ಟರ್ಡ್ ಅಕೌಂಟೆಂಟ್ಸ್‌ಗಳಿಗೆ ಉತ್ತಮ ಅವಕಾಶ: [1220, 595, 1519, 626]
rule-under-drama: [8, 534, 1206, 536]
niveshana-headline: ನಿವೇಶನಗಳ ಹಂಚಿಕೆಗಾಗಿ ವಿಶೇಷ ಗ್ರಾಮಸಭೆ: [919, 1838, 1368, 1876]
kere-garbage-photo: [356, 1885, 753, 2399]
gandhi-body: [550, 146, 862, 526]
chartered-para-1: ವಿದ್ಯಾರ್ಥಿಗಳಿಗೆ ಸಿ.ಎ. ಒಂದು ವೃತ್ತಿಪರ ಕೋರ್ಸ್ ಆಗಿದ್ದು, ಸಿ.ಎ. ಓದಲು ಬಯಸುವವರು ವಿದ್ಯಾರ್ಥಿಗಳು ಪಿಯುಸಿ ಮುಗಿದ ನಂತರ ನೋಂದಾಯಿಸಿಕೊಳ್ಳಬಹುದು ಎಂದು ಸಿ.ಎ. ಶ್ರೇಷ್ಠ ಕೋರ್ಸ್ ಆಗಿದೆ ಎಂದು ಚಾರ್ಟರ್ಡ್ ಅಕೌಂಟೆಂಟ್ ತಿಳಿಸಿದರು.: [1225, 657, 1514, 715]
sangha-group-illustration: [744, 1401, 1206, 1575]
sangha-body-right: [744, 1582, 1206, 1818]
niveshana-para-3: ಗ್ರಾಮದಲ್ಲಿ ಸರ್ವೆ ನಂಬರ್‌ನಲ್ಲಿರುವ 4 ಎಕರೆ 13 ಗುಂಟೆ ಜಮೀನಿನಲ್ಲಿ ನಿವೇಶನ ವಿಂಗಡಣೆ ಮಾಡಿ ಹಂಚಿಕೆ ಮಾಡಲಾಗುವುದು. ಪರಿಶಿಷ್ಟ ಜಾತಿ, ಪರಿಶಿಷ್ಟ ಪಂಗಡ ಹಾಗೂ ಹಿಂದುಳಿದ ವರ್ಗದವರಿಗೆ ಆದ್ಯತೆ ನೀಡಲಾಗುವುದು.: [769, 1958, 1149, 1986]
sslc-para-3: ಬೆಂಗಳೂರು ಉತ್ತರ ಜಿಲ್ಲೆಯ 59 ಸರ್ಕಾರಿ ಪ್ರೌಢಶಾಲೆಗಳ 5,839 ವಿದ್ಯಾರ್ಥಿಗಳು ಹಾಗೂ 124 ಅನುದಾನಿತ ಪ್ರೌಢಶಾಲೆಗಳ 6,706 ವಿದ್ಯಾರ್ಥಿಗಳು ಒಟ್ಟು 12,545 ವಿದ್ಯಾರ್ಥಿಗಳು ನೋಂದಣಿಯಾಗಿದ್ದಾರೆ.: [8, 899, 308, 942]
kere-dateline: ವಿಜಯಪುರ:: [23, 1887, 67, 1899]
issue-day: ಶನಿವಾರ: [1311, 53, 1343, 68]
mahila-body: [1225, 134, 1514, 587]
